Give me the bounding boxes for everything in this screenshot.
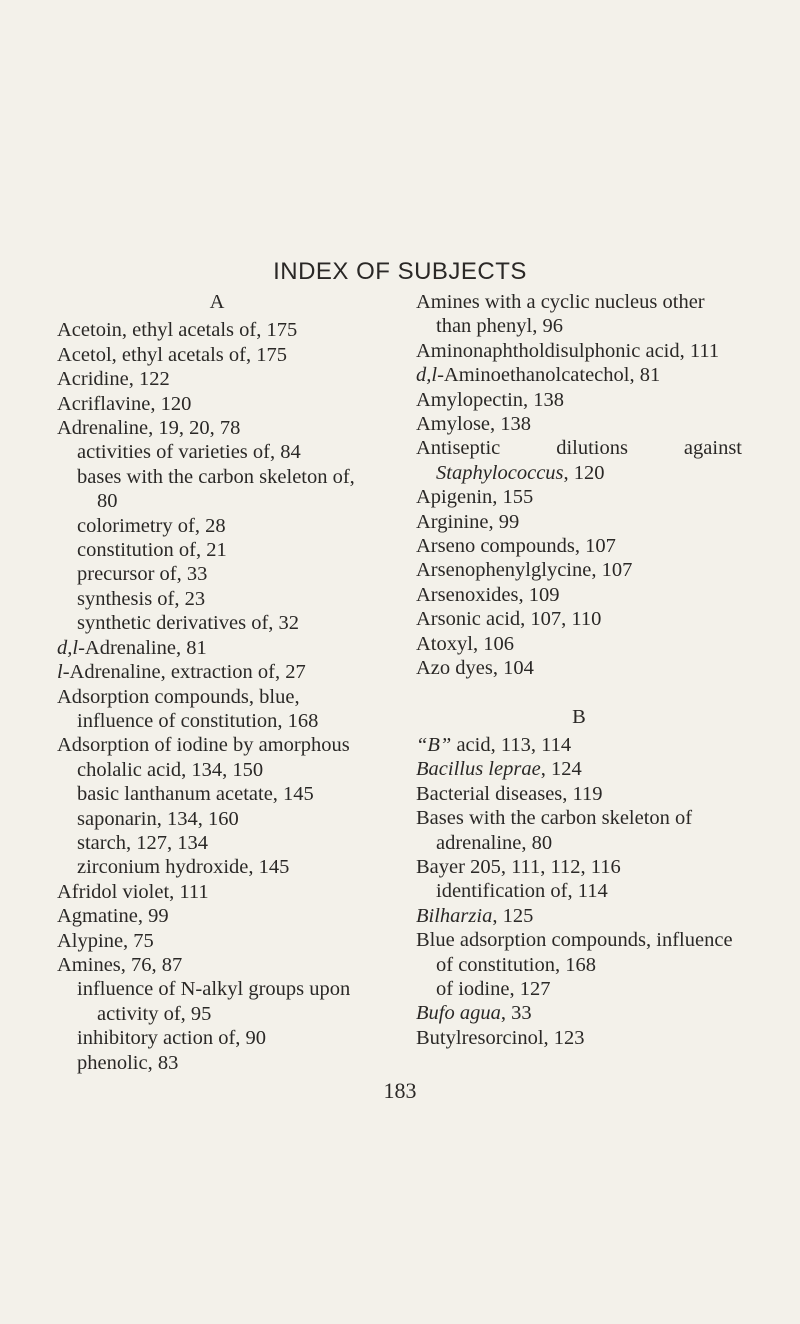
entry-italic-prefix: d,l- [57,636,85,659]
entry-text: Apigenin, 155 [416,486,534,509]
entry-text: Bayer 205, 111, 112, 116 [416,855,621,878]
index-entry [416,904,742,928]
index-subentry [77,514,377,538]
entry-text: zirconium hydroxide, 145 [77,856,290,879]
entry-text: influence of N-alkyl groups upon activity of, 95 [77,978,351,1025]
entry-text: , 124 [540,758,582,781]
entry-text: Antiseptic dilutions against [416,437,742,460]
index-entry [416,1026,742,1050]
index-entry [57,904,377,928]
index-entry [416,485,742,509]
index-entry [416,733,742,757]
index-subentry [77,1051,377,1075]
index-subentry [77,977,377,1026]
entry-text: colorimetry of, 28 [77,514,226,537]
entry-text: , 33 [500,1002,532,1025]
index-entry [57,733,377,782]
index-entry [416,510,742,534]
entry-text: Amines with a cyclic nucleus other than phenyl, 96 [416,291,705,338]
entry-italic-prefix: l- [57,661,70,684]
index-entry [57,416,377,440]
index-entry [416,388,742,412]
index-entry [416,656,742,680]
entry-text: acid, 113, 114 [451,733,572,756]
index-subentry [77,465,377,514]
entry-text: constitution of, 21 [77,539,227,562]
entry-text: inhibitory action of, 90 [77,1027,267,1050]
entry-text: starch, 127, 134 [77,831,208,854]
entry-text: phenolic, 83 [77,1051,179,1074]
entry-text: saponarin, 134, 160 [77,807,239,830]
entry-text: Agmatine, 99 [57,905,169,928]
entry-text: Arsonic acid, 107, 110 [416,608,602,631]
entry-text: bases with the carbon skeleton of, 80 [77,465,355,513]
entry-text: , 120 [563,461,605,484]
entry-text: Atoxyl, 106 [416,632,514,655]
index-entry [416,928,742,977]
entry-italic-term: Bufo agua [416,1002,501,1025]
index-subentry [77,562,377,586]
entry-text: Aminoethanolcatechol, 81 [443,364,661,387]
entry-text: Bases with the carbon skeleton of adrenaline, 80 [416,807,693,854]
index-entry [416,782,742,806]
entry-text: Azo dyes, 104 [416,657,534,680]
index-subentry [77,611,377,635]
index-subentry [77,855,377,879]
entry-text: , 125 [492,904,534,927]
index-subentry [77,782,377,806]
index-subentry [77,538,377,562]
entry-text: Arseno compounds, 107 [416,535,616,558]
entry-text: Alypine, 75 [57,929,154,952]
section-letter-a: A [209,291,225,313]
index-subentry [436,879,742,903]
index-entry [416,290,742,339]
entry-text: Arginine, 99 [416,510,520,533]
entry-text: synthesis of, 23 [77,587,206,610]
index-entry [57,953,377,977]
entry-text: Afridol violet, 111 [57,880,209,903]
entry-text: of iodine, 127 [436,977,551,1000]
index-entries-a-continued [416,290,742,681]
index-entry [57,685,377,734]
entry-text: Amines, 76, 87 [57,953,183,976]
entry-text: precursor of, 33 [77,563,208,586]
index-entry [57,367,377,391]
entry-text: Blue adsorption compounds, influence of constitution, 168 [416,929,733,976]
section-letter-b: B [572,705,586,728]
entry-text: Butylresorcinol, 123 [416,1026,585,1049]
entry-text: Arsenoxides, 109 [416,583,560,606]
entry-text: Bacterial diseases, 119 [416,782,603,805]
index-entry [416,558,742,582]
index-entry [416,607,742,631]
entry-text: Arsenophenylglycine, 107 [416,559,633,582]
entry-italic-prefix: d,l- [416,364,444,387]
index-entry [57,636,377,660]
index-subentry [77,440,377,464]
entry-italic-term: “B” [416,733,452,756]
entry-italic-term: Bacillus leprae [416,758,541,781]
page-title: INDEX OF SUBJECTS [273,258,527,285]
index-entry [416,436,742,460]
entry-text: Acetoin, ethyl acetals of, 175 [57,319,298,342]
index-entry [416,855,742,879]
index-subentry [77,807,377,831]
index-subentry [77,1026,377,1050]
page-number: 183 [383,1078,417,1103]
entry-text: basic lanthanum acetate, 145 [77,783,314,806]
entry-text: Adrenaline, 81 [84,636,207,659]
index-entry [57,343,377,367]
entry-text: Acriflavine, 120 [57,392,192,415]
entry-text: Adrenaline, 19, 20, 78 [57,417,241,440]
index-subentry [77,587,377,611]
index-entries-b [416,733,742,1050]
index-column-right [416,290,742,1050]
entry-text: Aminonaphtholdisulphonic acid, 111 [416,339,720,362]
index-entry [57,660,377,684]
index-subentry [436,461,742,485]
entry-text: Adsorption compounds, blue, influence of constitution, 168 [57,685,319,732]
index-entry [416,534,742,558]
index-entry [57,929,377,953]
index-subentry [436,977,742,1001]
entry-text: Adsorption of iodine by amorphous cholalic acid, 134, 150 [57,734,350,781]
entry-text: synthetic derivatives of, 32 [77,612,300,635]
index-entry [416,412,742,436]
index-entry [57,880,377,904]
entry-text: activities of varieties of, 84 [77,441,301,464]
index-entry [416,363,742,387]
section-gap [416,681,742,705]
entry-text: Amylopectin, 138 [416,388,565,411]
index-entry [416,806,742,855]
index-entry [416,757,742,781]
index-entry [57,392,377,416]
index-entry [416,583,742,607]
entry-text: Acridine, 122 [57,368,170,391]
index-entry [416,1001,742,1025]
entry-text: Adrenaline, extraction of, 27 [69,661,306,684]
index-subentry [77,831,377,855]
entry-text: Acetol, ethyl acetals of, 175 [57,343,287,366]
index-entry [416,632,742,656]
entry-italic-term: Staphylococcus [436,461,564,484]
entry-text: identification of, 114 [436,880,608,903]
entry-text: Amylose, 138 [416,413,532,436]
index-entry [416,339,742,363]
index-entries-a [57,318,377,1075]
entry-italic-term: Bilharzia [416,904,493,927]
index-column-left [57,290,377,1075]
index-entry [57,318,377,342]
